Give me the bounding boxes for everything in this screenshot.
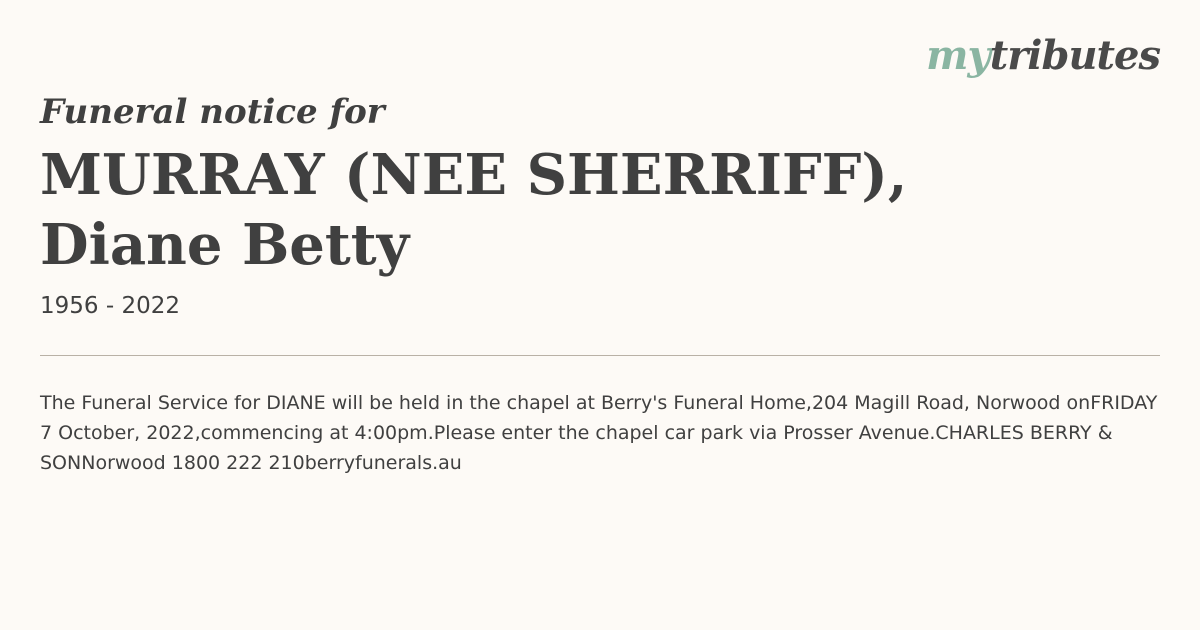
- life-years: 1956 - 2022: [40, 293, 180, 319]
- logo-prefix: my: [926, 32, 990, 79]
- deceased-name: [40, 140, 908, 280]
- notice-heading: Funeral notice for: [40, 92, 385, 132]
- divider: [40, 355, 1160, 356]
- logo-suffix: tributes: [989, 32, 1160, 79]
- notice-body: The Funeral Service for DIANE will be held in the chapel at Berry's Funeral Home,204 Magill Road, Norwood onFRIDAY 7 October, 2022,commencing at 4:00pm.Please enter the chapel car park via Prosser Avenue.CHARLES BERRY & SONNorwood 1800 222 210berryfunerals.au: [40, 392, 1158, 474]
- mytributes-logo[interactable]: [926, 32, 1160, 79]
- deceased-given-names: Diane Betty: [40, 212, 410, 278]
- deceased-surname: MURRAY (NEE SHERRIFF),: [40, 142, 908, 208]
